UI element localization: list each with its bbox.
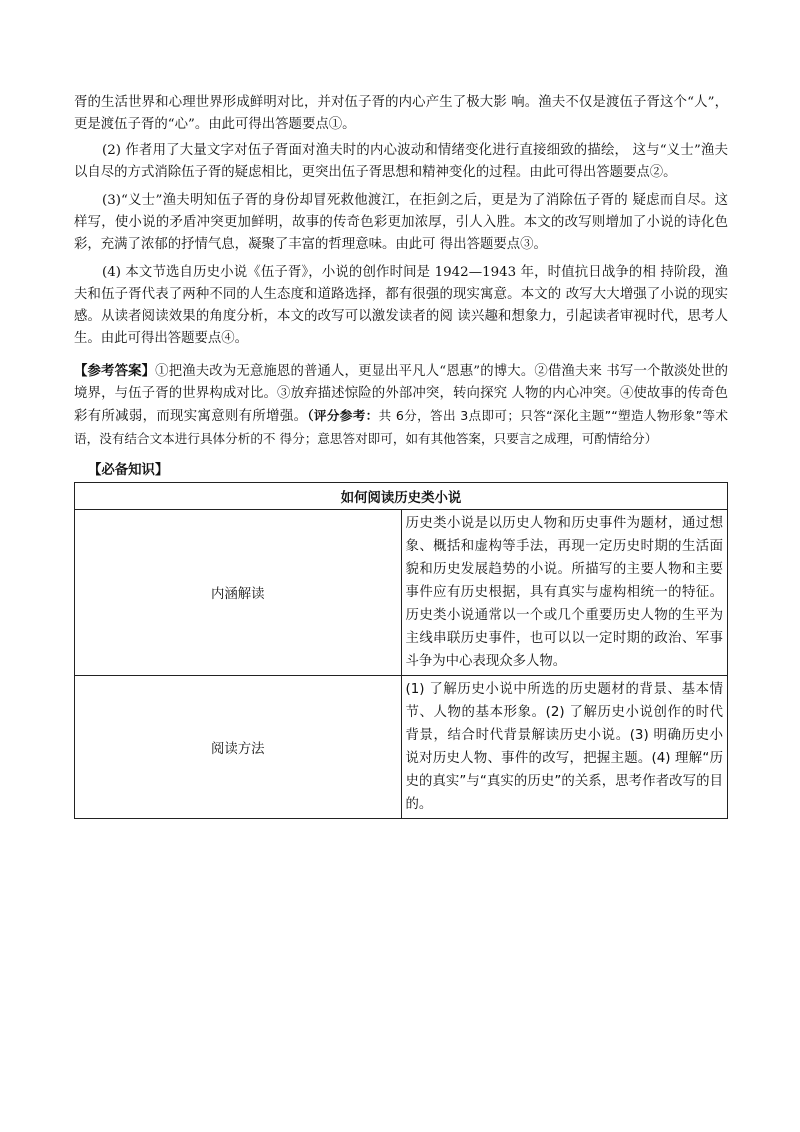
row-category: 内涵解读 bbox=[75, 510, 402, 676]
analysis-paragraph-2: (2) 作者用了大量文字对伍子胥面对渔夫时的内心波动和情绪变化进行直接细致的描绘， 这与“义士”渔夫以自尽的方式消除伍子胥的疑虑相比，更突出伍子胥思想和精神变化的过程。由此可得出答题要点②。 bbox=[74, 143, 728, 180]
scoring-label: （评分参考： bbox=[307, 408, 379, 423]
knowledge-heading: 【必备知识】 bbox=[88, 462, 169, 478]
analysis-paragraph-4: (4) 本文节选自历史小说《伍子胥》，小说的创作时间是 1942—1943 年，时值抗日战争的相 持阶段，渔夫和伍子胥代表了两种不同的人生态度和道路选择，都有很强的现实寓意。本文的 改写大大增强了小说的现实感。从读者阅读效果的角度分析，本文的改写可以激发读者的阅 读兴趣和想象力，引起读者审视时代，思考人生。由此可得出答题要点④。 bbox=[74, 265, 728, 346]
table-row bbox=[75, 676, 728, 819]
analysis-paragraph-3: (3)“义士”渔夫明知伍子胥的身份却冒死救他渡江，在拒剑之后，更是为了消除伍子胥的 疑虑而自尽。这样写，使小说的矛盾冲突更加鲜明，故事的传奇色彩更加浓厚，引人入胜。本文的改写则增加了小说的诗化色彩，充满了浓郁的抒情气息，凝聚了丰富的哲理意味。由此可 得出答题要点③。 bbox=[74, 193, 728, 252]
scoring-body: 共 6分，答出 3点即可；只答“深化主题”“塑造人物形象”等术语，没有结合文本进行具体分析的不 得分；意思答对即可，如有其他答案，只要言之成理，可酌情给分） bbox=[74, 408, 728, 446]
row-category: 阅读方法 bbox=[75, 676, 402, 819]
reference-answer bbox=[74, 360, 728, 451]
table-row bbox=[75, 510, 728, 676]
row-content: (1) 了解历史小说中所选的历史题材的背景、基本情节、人物的基本形象。(2) 了解历史小说创作的时代背景，结合时代背景解读历史小说。(3) 明确历史小说对历史人物、事件的改写，把握主题。(4) 理解“历史的真实”与“真实的历史”的关系，思考作者改写的目的。 bbox=[401, 676, 728, 819]
reference-answer-body: ①把渔夫改为无意施恩的普通人，更显出平凡人“恩惠”的博大。②借渔夫来 书写一个散淡处世的境界，与伍子胥的世界构成对比。③放弃描述惊险的外部冲突，转向探究 人物的内心冲突。④使故事的传奇色彩有所减弱，而现实寓意则有所增强。 bbox=[74, 364, 729, 424]
knowledge-table bbox=[74, 482, 728, 819]
reference-answer-label: 【参考答案】 bbox=[74, 363, 156, 379]
analysis-paragraph-1-continued: 胥的生活世界和心理世界形成鲜明对比，并对伍子胥的内心产生了极大影 响。渔夫不仅是渡伍子胥这个“人”，更是渡伍子胥的“心”。由此可得出答题要点①。 bbox=[74, 95, 728, 132]
table-title: 如何阅读历史类小说 bbox=[75, 483, 728, 510]
row-content: 历史类小说是以历史人物和历史事件为题材，通过想象、概括和虚构等手法，再现一定历史时期的生活面貌和历史发展趋势的小说。所描写的主要人物和主要事件应有历史根据，具有真实与虚构相统一的特征。历史类小说通常以一个或几个重要历史人物的生平为主线串联历史事件，也可以以一定时期的政治、军事斗争为中心表现众多人物。 bbox=[401, 510, 728, 676]
table-title-row bbox=[75, 483, 728, 510]
analysis-content bbox=[74, 92, 728, 819]
